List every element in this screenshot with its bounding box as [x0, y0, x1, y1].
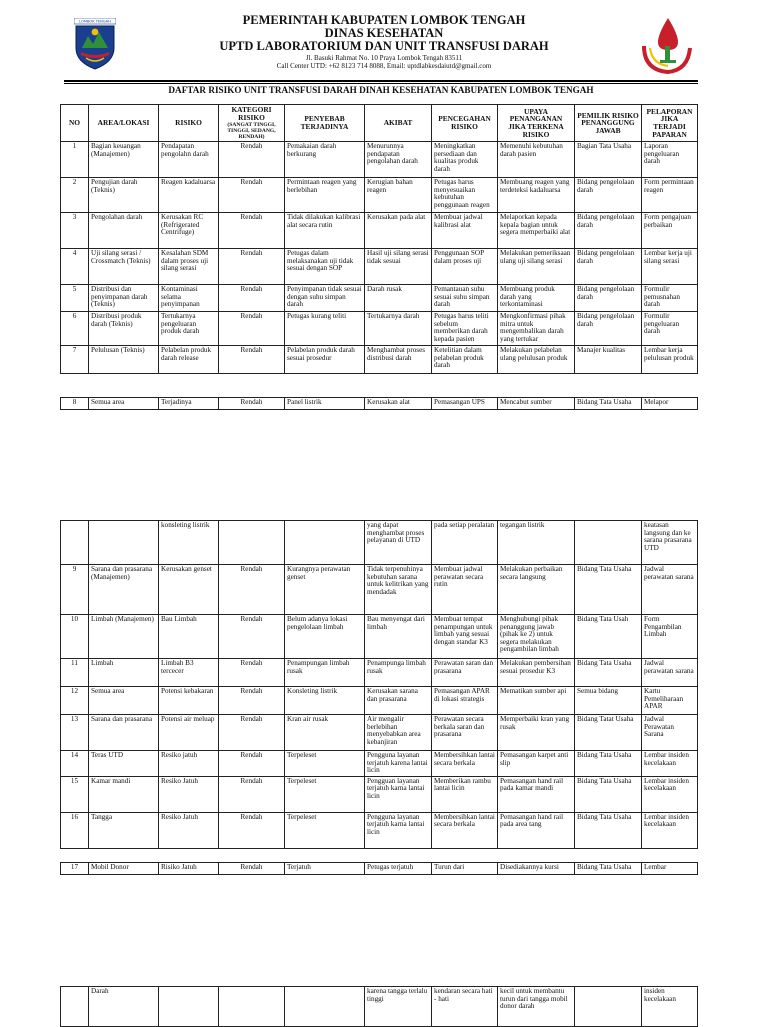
- header-rule-thin: [64, 83, 698, 84]
- cell-upaya: Disediakannya kursi: [498, 863, 575, 875]
- cell-pelaporan: Form Pengambilan Limbah: [642, 615, 698, 659]
- risk-table-main: [60, 104, 698, 374]
- cell-area: Sarana dan prasarana: [89, 715, 159, 751]
- header-upaya: UPAYA PENANGANAN JIKA TERKENA RISIKO: [498, 105, 575, 142]
- cell-pelaporan: Kartu Pemeliharaan APAR: [642, 687, 698, 715]
- table-row: [61, 521, 698, 565]
- cell-pemilik: Bagian Tata Usaha: [575, 142, 642, 178]
- cell-pelaporan: Form permintaan reagen: [642, 178, 698, 213]
- cell-penyebab: Konsleting listrik: [285, 687, 365, 715]
- cell-penyebab: Petugas dalam melaksanakan uji tidak sesuai dengan SOP: [285, 249, 365, 285]
- table-row: [61, 812, 698, 848]
- cell-akibat: Menurunnya pendapatan pengolahan darah: [365, 142, 432, 178]
- logo-banner-text: LOMBOK TENGAH: [79, 19, 111, 24]
- cell-kategori: Rendah: [219, 812, 285, 848]
- header-address: Jl. Basuki Rahmat No. 10 Praya Lombok Tengah 83511: [305, 54, 463, 62]
- cell-pencegahan: Perawatan secara berkala saran dan prasarana: [432, 715, 498, 751]
- cell-upaya: Melakukan pembersihan sesuai prosedur K3: [498, 659, 575, 687]
- cell-akibat: Tidak terpenuhinya kebutuhan sarana untuk kelitrikan yang mendadak: [365, 565, 432, 615]
- cell-penyebab: [285, 987, 365, 1027]
- cell-pelaporan: Lembar insiden kecelakaan: [642, 812, 698, 848]
- cell-pencegahan: pada setiap peralatan: [432, 521, 498, 565]
- cell-penyebab: Terjatuh: [285, 863, 365, 875]
- cell-kategori: Rendah: [219, 346, 285, 374]
- cell-upaya: Melakukan pelabelan ulang pelulusan produk: [498, 346, 575, 374]
- cell-risiko: Kerusakan genset: [159, 565, 219, 615]
- header-akibat: AKIBAT: [365, 105, 432, 142]
- cell-risiko: Reagen kadaluarsa: [159, 178, 219, 213]
- cell-akibat: Bau menyengat dari limbah: [365, 615, 432, 659]
- cell-area: [89, 521, 159, 565]
- cell-penyebab: Pelabelan produk darah sesuai prosedur: [285, 346, 365, 374]
- cell-area: Pengolahan darah: [89, 213, 159, 249]
- risk-table-row-17: [60, 862, 698, 875]
- cell-akibat: Petugas terjatuh: [365, 863, 432, 875]
- cell-kategori: Rendah: [219, 312, 285, 346]
- cell-upaya: Pemasangan karpet anti slip: [498, 751, 575, 777]
- cell-pencegahan: Pemantauan suhu sesuai suhu simpan darah: [432, 285, 498, 312]
- cell-no: 17: [61, 863, 89, 875]
- header-unit: UPTD LABORATORIUM DAN UNIT TRANSFUSI DARAH: [219, 39, 549, 53]
- cell-kategori: Rendah: [219, 178, 285, 213]
- cell-pencegahan: Pemasangan UPS: [432, 398, 498, 410]
- cell-kategori: Rendah: [219, 565, 285, 615]
- cell-area: Distribusi produk darah (Teknis): [89, 312, 159, 346]
- cell-pemilik: Bidang pengelolaan darah: [575, 312, 642, 346]
- cell-penyebab: Terpeleset: [285, 776, 365, 812]
- cell-kategori: [219, 987, 285, 1027]
- cell-no: 8: [61, 398, 89, 410]
- cell-area: Pengujian darah (Teknis): [89, 178, 159, 213]
- cell-area: Pelulusan (Teknis): [89, 346, 159, 374]
- cell-penyebab: Penyimpanan tidak sesuai dengan suhu simpan darah: [285, 285, 365, 312]
- table-row: [61, 249, 698, 285]
- cell-upaya: Mengkonfirmasi pihak mitra untuk mengembalikan darah yang tertukar: [498, 312, 575, 346]
- cell-pelaporan: Melapor: [642, 398, 698, 410]
- cell-pelaporan: Jadwal Perawatan Sarana: [642, 715, 698, 751]
- cell-pencegahan: Ketelitian dalam pelabelan produk darah: [432, 346, 498, 374]
- cell-pencegahan: Membuat jadwal perawatan secara rutin: [432, 565, 498, 615]
- cell-risiko: konsleting listrik: [159, 521, 219, 565]
- cell-pemilik: Semua bidang: [575, 687, 642, 715]
- cell-no: 5: [61, 285, 89, 312]
- cell-kategori: [219, 521, 285, 565]
- cell-area: Limbah (Manajemen): [89, 615, 159, 659]
- cell-area: Uji silang serasi / Crossmatch (Teknis): [89, 249, 159, 285]
- cell-risiko: Tertukarnya pengeluaran produk darah: [159, 312, 219, 346]
- cell-risiko: Bau Limbah: [159, 615, 219, 659]
- cell-penyebab: Terpeleset: [285, 751, 365, 777]
- cell-pencegahan: Membersihkan lantai secara berkala: [432, 812, 498, 848]
- cell-no: [61, 521, 89, 565]
- document-title: DAFTAR RISIKO UNIT TRANSFUSI DARAH DINAH KESEHATAN KABUPATEN LOMBOK TENGAH: [168, 85, 594, 95]
- cell-pelaporan: Jadwal perawatan sarana: [642, 659, 698, 687]
- cell-pemilik: Bidang Tata Usaha: [575, 776, 642, 812]
- cell-upaya: Melakukan pemeriksaan ulang uji silang serasi: [498, 249, 575, 285]
- cell-area: Darah: [89, 987, 159, 1027]
- table-header-row: [61, 105, 698, 142]
- cell-no: 4: [61, 249, 89, 285]
- cell-pencegahan: Membuat tempat penampungan untuk limbah yang sesuai dengan standar K3: [432, 615, 498, 659]
- cell-akibat: Penampunga limbah rusak: [365, 659, 432, 687]
- header-no: NO: [61, 105, 89, 142]
- cell-akibat: Menghambat proses distribusi darah: [365, 346, 432, 374]
- cell-kategori: Rendah: [219, 751, 285, 777]
- cell-upaya: Menghubungi pihak penanggung jawab (pihak ke 2) untuk segera melakukan pengambilan limbah: [498, 615, 575, 659]
- cell-area: Limbah: [89, 659, 159, 687]
- cell-area: Bagian keuangan (Manajemen): [89, 142, 159, 178]
- cell-akibat: Tertukarnya darah: [365, 312, 432, 346]
- cell-pencegahan: Turun dari: [432, 863, 498, 875]
- cell-penyebab: Penampungan limbah rusak: [285, 659, 365, 687]
- cell-kategori: Rendah: [219, 142, 285, 178]
- cell-risiko: Kerusakan RC (Refrigerated Centrifuge): [159, 213, 219, 249]
- cell-penyebab: Permintaan reagen yang berlebihan: [285, 178, 365, 213]
- cell-pencegahan: Memberikan rambu lantai licin: [432, 776, 498, 812]
- header-pencegahan: PENCEGAHAN RISIKO: [432, 105, 498, 142]
- cell-pemilik: Bidang Tata Usaha: [575, 812, 642, 848]
- header-rule-thick: [64, 80, 698, 82]
- cell-kategori: Rendah: [219, 615, 285, 659]
- table-row: [61, 776, 698, 812]
- cell-pelaporan: Formulir pemusnahan darah: [642, 285, 698, 312]
- header-risiko: RISIKO: [159, 105, 219, 142]
- cell-pelaporan: Jadwal perawatan sarana: [642, 565, 698, 615]
- header-area: AREA/LOKASI: [89, 105, 159, 142]
- cell-pelaporan: Lembar insiden kecelakaan: [642, 751, 698, 777]
- table-row: [61, 687, 698, 715]
- cell-kategori: Rendah: [219, 659, 285, 687]
- risk-table-row-8: [60, 397, 698, 410]
- cell-area: Teras UTD: [89, 751, 159, 777]
- cell-no: 13: [61, 715, 89, 751]
- cell-akibat: Kerusakan alat: [365, 398, 432, 410]
- cell-kategori: Rendah: [219, 249, 285, 285]
- cell-risiko: [159, 987, 219, 1027]
- cell-pemilik: Bidang Tata Usaha: [575, 398, 642, 410]
- cell-no: 14: [61, 751, 89, 777]
- cell-akibat: Pengguan layanan terjatuh karna lantai licin: [365, 776, 432, 812]
- cell-pelaporan: keatasan langsung dan ke sarana prasarana UTD: [642, 521, 698, 565]
- header-contact: Call Center UTD: +62 8123 714 8088, Email: uptdlabkesdaiutd@gmail.com: [276, 62, 492, 70]
- cell-upaya: kecil untuk membantu turun dari tangga mobil donor darah: [498, 987, 575, 1027]
- cell-pemilik: [575, 521, 642, 565]
- cell-kategori: Rendah: [219, 285, 285, 312]
- cell-pencegahan: Perawatan saran dan prasarana: [432, 659, 498, 687]
- cell-area: Kamar mandi: [89, 776, 159, 812]
- cell-kategori: Rendah: [219, 776, 285, 812]
- cell-pemilik: Bidang pengelolaan darah: [575, 249, 642, 285]
- cell-risiko: Pelabelan produk darah release: [159, 346, 219, 374]
- cell-no: [61, 987, 89, 1027]
- cell-pemilik: Bidang pengelolaan darah: [575, 178, 642, 213]
- risk-table-page-3: [60, 986, 698, 1027]
- cell-akibat: karena tangga terlalu tinggi: [365, 987, 432, 1027]
- cell-upaya: tegangan listrik: [498, 521, 575, 565]
- cell-risiko: Potensi kebakaran: [159, 687, 219, 715]
- cell-pelaporan: Lembar insiden kecelakaan: [642, 776, 698, 812]
- table-row: [61, 142, 698, 178]
- table-row: [61, 213, 698, 249]
- cell-no: 6: [61, 312, 89, 346]
- cell-penyebab: Tidak dilakukan kalibrasi alat secara rutin: [285, 213, 365, 249]
- cell-penyebab: Panel listrik: [285, 398, 365, 410]
- cell-upaya: Mematikan sumber api: [498, 687, 575, 715]
- cell-area: Sarana dan prasarana (Manajemen): [89, 565, 159, 615]
- cell-akibat: Kerusakan pada alat: [365, 213, 432, 249]
- cell-risiko: Limbah B3 tercecer: [159, 659, 219, 687]
- cell-pemilik: Bidang Tata Usaha: [575, 751, 642, 777]
- table-row: [61, 863, 698, 875]
- cell-no: 11: [61, 659, 89, 687]
- cell-upaya: Mencabut sumber: [498, 398, 575, 410]
- header-pemilik: PEMILIK RISIKO PENANGGUNG JAWAB: [575, 105, 642, 142]
- cell-pemilik: Bidang Tata Usaha: [575, 565, 642, 615]
- cell-pelaporan: Formulir pengeluaran darah: [642, 312, 698, 346]
- cell-pemilik: Manajer kualitas: [575, 346, 642, 374]
- cell-no: 12: [61, 687, 89, 715]
- cell-pemilik: Bidang pengelolaan darah: [575, 213, 642, 249]
- cell-no: 3: [61, 213, 89, 249]
- cell-upaya: Melakukan perbaikan secara langsung: [498, 565, 575, 615]
- table-row: [61, 398, 698, 410]
- cell-akibat: Kerusakan sarana dan prasarana: [365, 687, 432, 715]
- cell-area: Tangga: [89, 812, 159, 848]
- header-kategori: KATEGORI RISIKO (SANGAT TINGGI, TINGGI, SEDANG, RENDAH): [219, 105, 285, 142]
- cell-risiko: Potensi air meluap: [159, 715, 219, 751]
- cell-pencegahan: Pemasangan APAR di lokasi strategis: [432, 687, 498, 715]
- cell-upaya: Pemasangan hand rail pada kamar mandi: [498, 776, 575, 812]
- table-row: [61, 987, 698, 1027]
- cell-pelaporan: Form pengajuan perbaikan: [642, 213, 698, 249]
- cell-no: 16: [61, 812, 89, 848]
- cell-pencegahan: Petugas harus menyesuaikan kebutuhan penggunaan reagen: [432, 178, 498, 213]
- cell-pelaporan: Laporan pengeluaran darah: [642, 142, 698, 178]
- cell-penyebab: Kurangnya perawatan genset: [285, 565, 365, 615]
- table-row: [61, 615, 698, 659]
- table-row: [61, 312, 698, 346]
- cell-risiko: Resiko jatuh: [159, 751, 219, 777]
- cell-upaya: Membuang reagen yang terdeteksi kadaluarsa: [498, 178, 575, 213]
- cell-kategori: Rendah: [219, 715, 285, 751]
- cell-area: Semua area: [89, 687, 159, 715]
- cell-risiko: Terjadinya: [159, 398, 219, 410]
- cell-pemilik: Bidang Tata Usah: [575, 615, 642, 659]
- cell-penyebab: Petugas kurang teliti: [285, 312, 365, 346]
- cell-penyebab: Belum adanya lokasi pengelolaan limbah: [285, 615, 365, 659]
- cell-pemilik: Bidang pengelolaan darah: [575, 285, 642, 312]
- table-row: [61, 346, 698, 374]
- cell-no: 7: [61, 346, 89, 374]
- cell-upaya: Membuang produk darah yang terkontaminasi: [498, 285, 575, 312]
- cell-penyebab: [285, 521, 365, 565]
- cell-akibat: Darah rusak: [365, 285, 432, 312]
- cell-risiko: Kontaminasi selama penyimpanan: [159, 285, 219, 312]
- cell-no: 10: [61, 615, 89, 659]
- cell-upaya: Memenuhi kebutuhan darah pasien: [498, 142, 575, 178]
- cell-pelaporan: Lembar kerja pelulusan produk: [642, 346, 698, 374]
- cell-penyebab: Kran air rusak: [285, 715, 365, 751]
- cell-risiko: Risiko Jatuh: [159, 863, 219, 875]
- cell-pencegahan: Membersihkan lantai secara berkala: [432, 751, 498, 777]
- table-row: [61, 178, 698, 213]
- cell-penyebab: Pemakaian darah berkurang: [285, 142, 365, 178]
- cell-no: 15: [61, 776, 89, 812]
- table-row: [61, 565, 698, 615]
- cell-pencegahan: Membuat jadwal kalibrasi alat: [432, 213, 498, 249]
- cell-area: Mobil Donor: [89, 863, 159, 875]
- risk-table-page-2: [60, 520, 698, 849]
- cell-upaya: Memperbaiki kran yang rusak: [498, 715, 575, 751]
- cell-pelaporan: Lembar: [642, 863, 698, 875]
- header-pelaporan: PELAPORAN JIKA TERJADI PAPARAN: [642, 105, 698, 142]
- table-row: [61, 659, 698, 687]
- cell-risiko: Pendapatan pengolahn darah: [159, 142, 219, 178]
- cell-upaya: Pemasangan hand rail pada area tang: [498, 812, 575, 848]
- cell-pelaporan: Lembar kerja uji silang serasi: [642, 249, 698, 285]
- cell-no: 2: [61, 178, 89, 213]
- cell-penyebab: Terpeleset: [285, 812, 365, 848]
- cell-pemilik: Bidang Tata Usaha: [575, 659, 642, 687]
- cell-area: Semua area: [89, 398, 159, 410]
- cell-pencegahan: Meningkatkan persediaan dan kualitas produk darah: [432, 142, 498, 178]
- header-penyebab: PENYEBAB TERJADINYA: [285, 105, 365, 142]
- cell-kategori: Rendah: [219, 398, 285, 410]
- cell-upaya: Melaporkan kepada kepala bagian untuk segera memperbaiki alat: [498, 213, 575, 249]
- cell-pemilik: [575, 987, 642, 1027]
- table-row: [61, 751, 698, 777]
- cell-pencegahan: Petugas harus teliti sebelum memberikan darah kepada pasien: [432, 312, 498, 346]
- cell-akibat: Air mengalir berlebihan menyebabkan area kebanjiran: [365, 715, 432, 751]
- cell-pencegahan: kendaran secara hati - hati: [432, 987, 498, 1027]
- table-row: [61, 715, 698, 751]
- cell-akibat: Hasil uji silang serasi tidak sesuai: [365, 249, 432, 285]
- cell-pencegahan: Penggunaan SOP dalam proses uji: [432, 249, 498, 285]
- cell-akibat: Pengguna layanan terjatuh karna lantai licin: [365, 812, 432, 848]
- cell-area: Distribusi dan penyimpanan darah (Teknis): [89, 285, 159, 312]
- cell-pemilik: Bidang Tatat Usaha: [575, 715, 642, 751]
- cell-akibat: yang dapat menghambat proses pelayanan di UTD: [365, 521, 432, 565]
- cell-risiko: Resiko Jatuh: [159, 776, 219, 812]
- table-row: [61, 285, 698, 312]
- cell-kategori: Rendah: [219, 687, 285, 715]
- header-government: PEMERINTAH KABUPATEN LOMBOK TENGAH: [242, 13, 526, 27]
- cell-akibat: Pengguna layanan terjatuh karena lantai licin: [365, 751, 432, 777]
- header-department: DINAS KESEHATAN: [324, 26, 444, 40]
- cell-pelaporan: insiden kecelakaan: [642, 987, 698, 1027]
- cell-no: 1: [61, 142, 89, 178]
- cell-akibat: Kerugian bahan reagen: [365, 178, 432, 213]
- cell-pemilik: Bidang Tata Usaha: [575, 863, 642, 875]
- cell-risiko: Resiko Jatuh: [159, 812, 219, 848]
- cell-risiko: Kesalahan SDM dalam proses uji silang serasi: [159, 249, 219, 285]
- cell-kategori: Rendah: [219, 213, 285, 249]
- cell-kategori: Rendah: [219, 863, 285, 875]
- cell-no: 9: [61, 565, 89, 615]
